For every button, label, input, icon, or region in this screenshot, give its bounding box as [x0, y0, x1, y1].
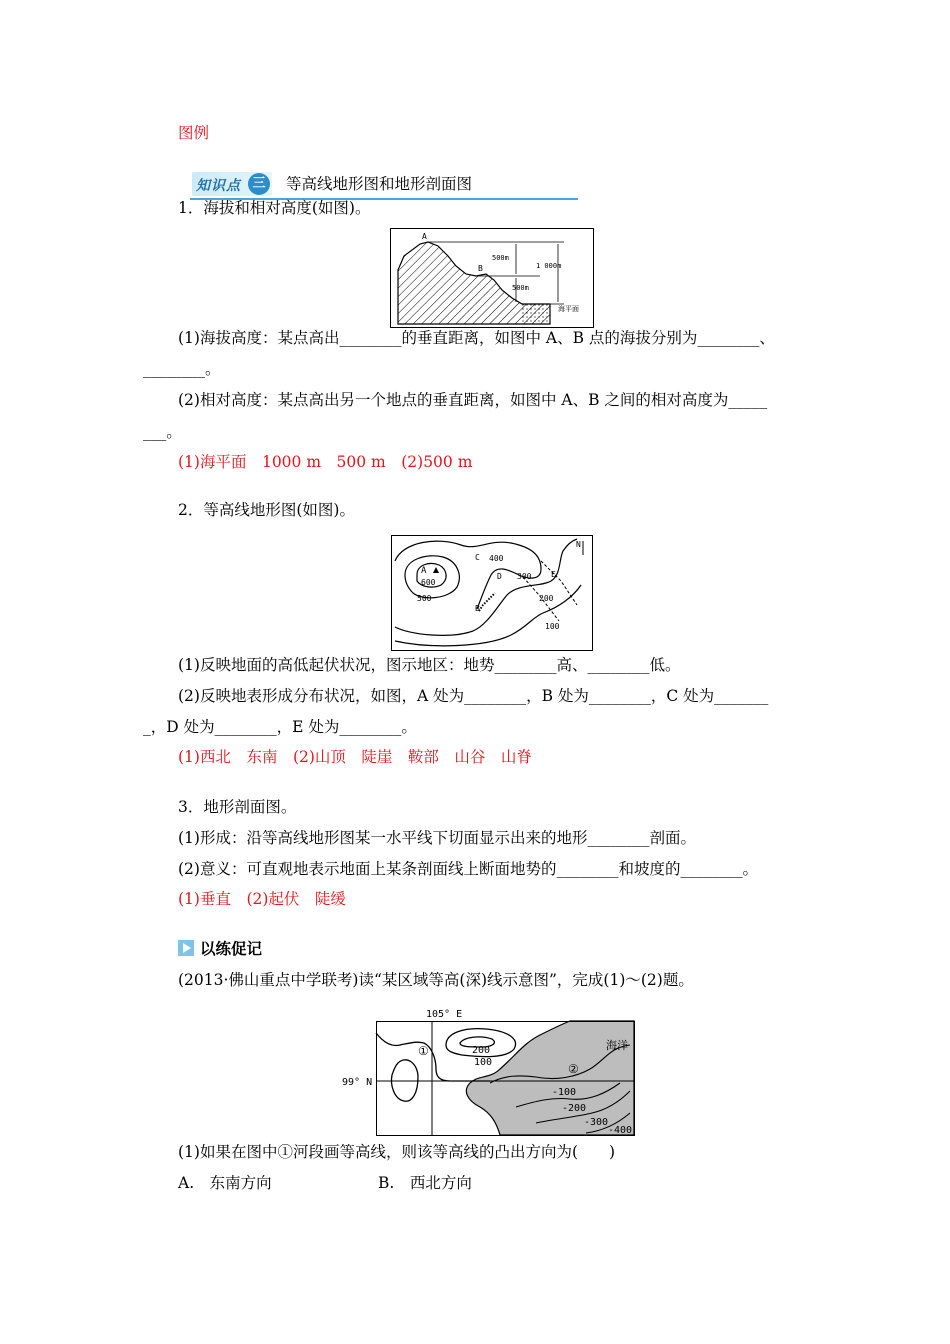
- contour-400: 400: [489, 554, 504, 563]
- part1-heading: 1．海拔和相对高度(如图)。: [178, 199, 371, 217]
- practice-title: 以练促记: [200, 939, 263, 958]
- contour-600: 600: [421, 578, 436, 587]
- dim-total: 1 000m: [536, 262, 562, 270]
- depth-400: -400: [608, 1125, 633, 1136]
- north-label: N: [576, 540, 581, 549]
- region-contour-figure: [340, 1003, 640, 1139]
- depth-100: -100: [552, 1087, 577, 1098]
- practice-intro: (2013·佛山重点中学联考)读“某区域等高(深)线示意图”，完成(1)～(2)题。: [178, 971, 694, 989]
- label-E: E: [551, 570, 556, 579]
- contour-100: 100: [474, 1057, 493, 1068]
- sea-area: [520, 304, 550, 324]
- contour-200: 200: [472, 1045, 491, 1056]
- knowledge-point-badge: [192, 172, 272, 196]
- section-title: 等高线地形图和地形剖面图: [286, 175, 473, 193]
- part1-q2-line2: ___。: [143, 423, 182, 441]
- sea-label: 海洋: [606, 1039, 628, 1052]
- dim-upper: 500m: [492, 254, 509, 262]
- part2-heading: 2．等高线地形图(如图)。: [178, 501, 355, 519]
- part3-answer: (1)垂直 (2)起伏 陡缓: [178, 890, 346, 908]
- part2-q1: (1)反映地面的高低起伏状况，图示地区：地势________高、________低。: [178, 656, 681, 674]
- play-icon: [178, 940, 194, 956]
- contour-300: 300: [517, 572, 532, 581]
- part3-q2: (2)意义：可直观地表示地面上某条剖面线上断面地势的________和坡度的________。: [178, 860, 758, 878]
- part1-q1-line1: (1)海拔高度：某点高出________的垂直距离，如图中 A、B 点的海拔分别为________、: [178, 329, 775, 347]
- longitude-label: 105° E: [426, 1009, 463, 1020]
- label-A: A: [421, 566, 427, 576]
- part3-heading: 3．地形剖面图。: [178, 798, 297, 816]
- sea-level-label: 海平面: [558, 305, 579, 313]
- latitude-label: 99° N: [342, 1077, 373, 1088]
- contour-map-figure: [391, 535, 593, 651]
- label-B: B: [475, 604, 480, 613]
- depth-300: -300: [584, 1117, 609, 1128]
- legend-label: 图例: [178, 124, 210, 142]
- label-D: D: [497, 572, 502, 581]
- altitude-figure: [390, 228, 594, 328]
- contour-100: 100: [545, 622, 560, 631]
- badge-number: 三: [248, 173, 270, 195]
- part2-answer: (1)西北 东南 (2)山顶 陡崖 鞍部 山谷 山脊: [178, 748, 532, 766]
- badge-text: 知识点: [196, 178, 241, 194]
- part1-q2-line1: (2)相对高度：某点高出另一个地点的垂直距离，如图中 A、B 之间的相对高度为_____: [178, 391, 768, 409]
- marker-1: ①: [418, 1044, 429, 1058]
- part2-q2-line2: _，D 处为________，E 处为________。: [143, 718, 417, 736]
- label-A: A: [422, 232, 427, 241]
- option-a: A. 东南方向: [178, 1174, 272, 1192]
- section-banner: [190, 170, 578, 200]
- label-B: B: [478, 264, 483, 273]
- depth-200: -200: [562, 1103, 587, 1114]
- part2-q2-line1: (2)反映地表形成分布状况，如图，A 处为________，B 处为________，C 处为_______: [178, 687, 769, 705]
- dim-lower: 500m: [512, 284, 529, 292]
- part3-q1: (1)形成：沿等高线地形图某一水平线下切面显示出来的地形________剖面。: [178, 829, 696, 847]
- contour-500: 500: [417, 594, 432, 603]
- label-C: C: [475, 553, 480, 562]
- part1-q1-line2: ________。: [143, 360, 221, 378]
- option-b: B. 西北方向: [378, 1174, 472, 1192]
- part1-answer: (1)海平面 1000 m 500 m (2)500 m: [178, 453, 473, 471]
- marker-2: ②: [568, 1062, 579, 1076]
- practice-question: (1)如果在图中①河段画等高线，则该等高线的凸出方向为( ): [178, 1143, 616, 1161]
- contour-200: 200: [539, 594, 554, 603]
